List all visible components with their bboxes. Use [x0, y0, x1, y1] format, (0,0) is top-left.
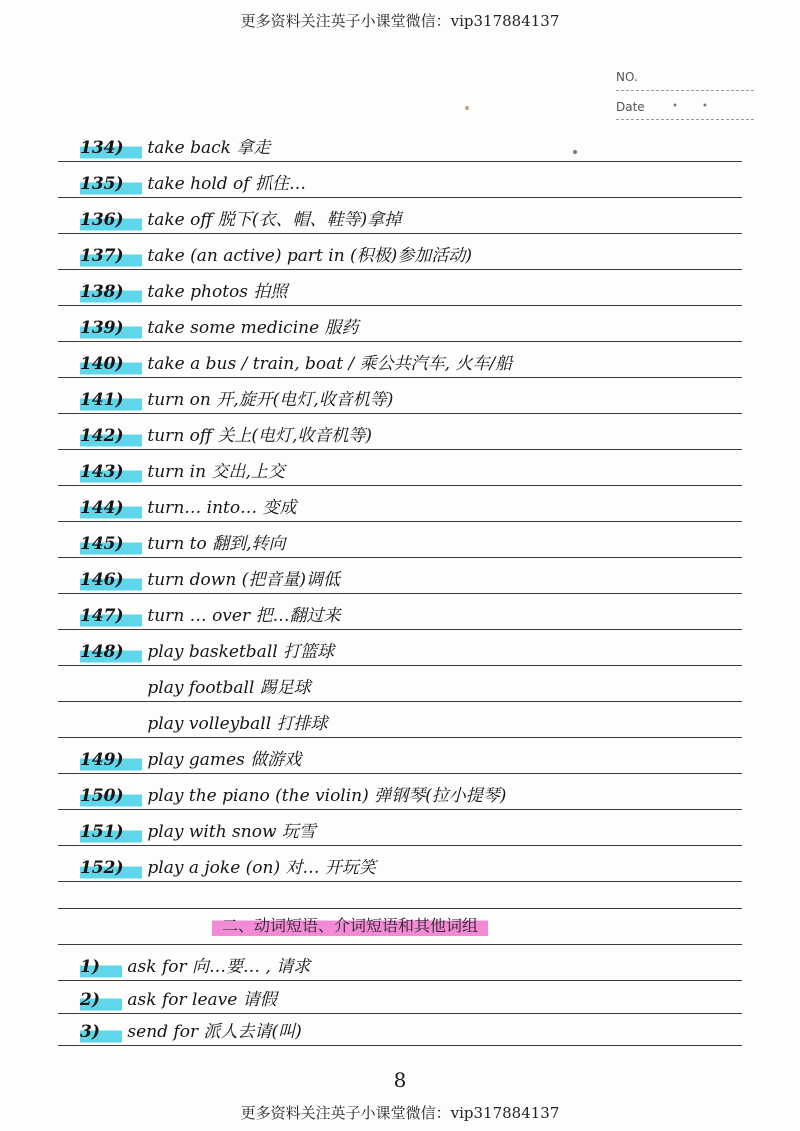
- phrase-entry: [80, 638, 334, 666]
- entry-text: play a joke (on) 对… 开玩笑: [147, 858, 376, 878]
- phrase-entry: [80, 530, 286, 558]
- entry-number: 148): [80, 638, 142, 666]
- entry-text: ask for leave 请假: [127, 990, 277, 1010]
- entry-number: 135): [80, 170, 142, 198]
- section-title: 二、动词短语、介词短语和其他词组: [212, 912, 488, 940]
- entry-number: 2): [80, 986, 122, 1014]
- entry-text: play basketball 打篮球: [147, 642, 335, 662]
- entry-text: play football 踢足球: [147, 678, 311, 698]
- entry-text: turn on 开,旋开(电灯,收音机等): [147, 390, 394, 410]
- phrase-entry: [80, 170, 306, 198]
- entry-text: take photos 拍照: [147, 282, 288, 302]
- rule-line: [58, 944, 742, 945]
- ink-smudge: [465, 106, 469, 110]
- phrase-entry: [80, 206, 401, 234]
- entry-number: 152): [80, 854, 142, 882]
- entry-number: 139): [80, 314, 142, 342]
- phrase-entry: [80, 242, 472, 270]
- watermark-bottom: 更多资料关注英子小课堂微信：vip317884137: [240, 1104, 560, 1122]
- notebook-date-label: Date: [616, 100, 645, 114]
- phrase-entry: [80, 566, 340, 594]
- date-dot: •: [672, 101, 678, 112]
- entry-number: 137): [80, 242, 142, 270]
- entry-text: turn in 交出,上交: [147, 462, 285, 482]
- entry-text: play the piano (the violin) 弹钢琴(拉小提琴): [147, 786, 507, 806]
- phrase-entry: [80, 314, 359, 342]
- entry-number: 143): [80, 458, 142, 486]
- entry-text: take some medicine 服药: [147, 318, 359, 338]
- entry-number: 142): [80, 422, 142, 450]
- rule-line: [58, 908, 742, 909]
- entry-text: play with snow 玩雪: [147, 822, 316, 842]
- section-phrase-entry: [80, 986, 277, 1014]
- entry-number: 1): [80, 953, 122, 981]
- phrase-entry: [80, 602, 341, 630]
- entry-text: turn down (把音量)调低: [147, 570, 340, 590]
- phrase-entry: [80, 134, 270, 162]
- entry-number: 151): [80, 818, 142, 846]
- phrase-entry: [80, 494, 297, 522]
- notebook-no-label: NO.: [616, 70, 638, 84]
- phrase-entry: [80, 818, 316, 846]
- entry-text: play volleyball 打排球: [147, 714, 328, 734]
- entry-number: 140): [80, 350, 142, 378]
- entry-text: take off 脱下(衣、帽、鞋等)拿掉: [147, 210, 402, 230]
- phrase-entry: [80, 386, 393, 414]
- entry-text: turn to 翻到,转向: [147, 534, 286, 554]
- date-dot: •: [702, 101, 708, 112]
- section-phrase-entry: [80, 1018, 302, 1046]
- watermark-top: 更多资料关注英子小课堂微信：vip317884137: [240, 12, 560, 30]
- entry-text: play games 做游戏: [147, 750, 302, 770]
- page-number: 8: [393, 1068, 407, 1092]
- no-dotted-line: [616, 90, 754, 91]
- phrase-entry: [80, 458, 285, 486]
- phrase-entry: [80, 350, 512, 378]
- phrase-entry: [80, 422, 372, 450]
- phrase-entry: [80, 278, 287, 306]
- entry-number: 138): [80, 278, 142, 306]
- entry-text: turn off 关上(电灯,收音机等): [147, 426, 373, 446]
- phrase-entry: [80, 746, 301, 774]
- entry-number: 146): [80, 566, 142, 594]
- entry-number: 134): [80, 134, 142, 162]
- entry-text: turn … over 把…翻过来: [147, 606, 341, 626]
- phrase-entry: [80, 782, 506, 810]
- entry-number: 147): [80, 602, 142, 630]
- entry-text: ask for 向…要… , 请求: [127, 957, 311, 977]
- entry-text: take (an active) part in (积极)参加活动): [147, 246, 472, 266]
- entry-text: take back 拿走: [147, 138, 271, 158]
- entry-number: 145): [80, 530, 142, 558]
- ink-smudge: [573, 150, 577, 154]
- phrase-entry-continued: [80, 674, 311, 702]
- phrase-entry-continued: [80, 710, 328, 738]
- entry-number: 136): [80, 206, 142, 234]
- entry-number: 149): [80, 746, 142, 774]
- entry-number: 144): [80, 494, 142, 522]
- entry-number: 150): [80, 782, 142, 810]
- entry-text: send for 派人去请(叫): [127, 1022, 302, 1042]
- entry-number: 141): [80, 386, 142, 414]
- phrase-entry: [80, 854, 376, 882]
- date-dotted-line: [616, 119, 754, 120]
- entry-text: take a bus / train, boat / 乘公共汽车, 火车/船: [147, 354, 513, 374]
- entry-text: turn… into… 变成: [147, 498, 297, 518]
- entry-number: 3): [80, 1018, 122, 1046]
- entry-text: take hold of 抓住…: [147, 174, 306, 194]
- section-phrase-entry: [80, 953, 310, 981]
